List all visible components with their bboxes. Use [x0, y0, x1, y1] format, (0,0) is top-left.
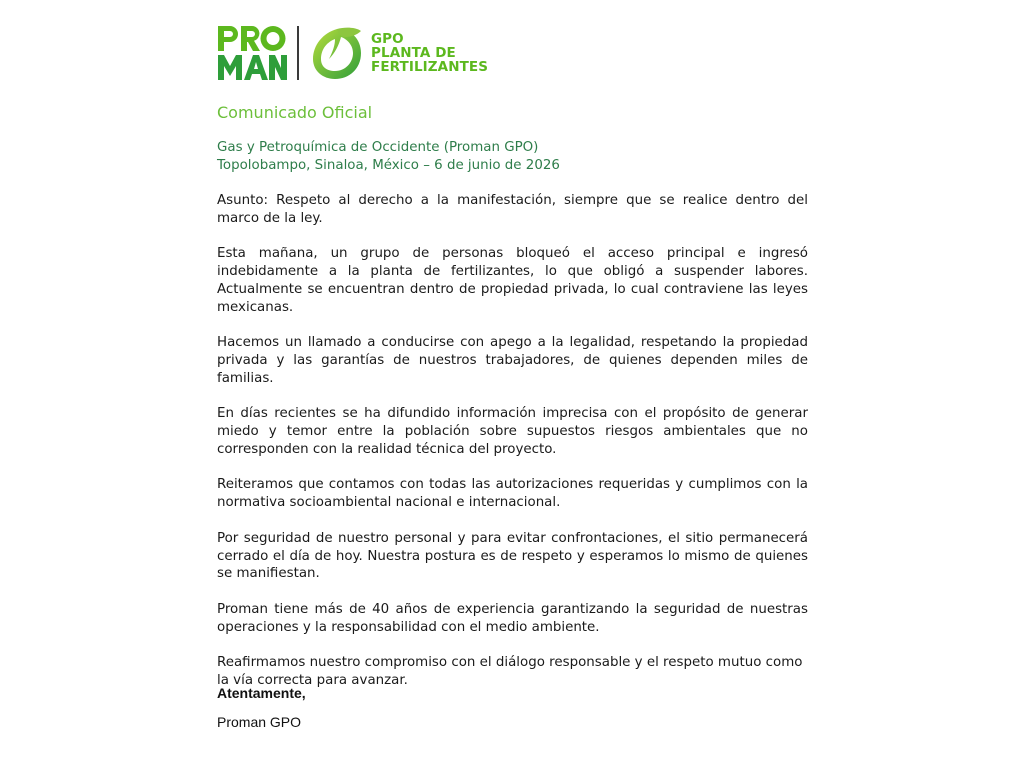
paragraph-subject: Asunto: Respeto al derecho a la manifestación, siempre que se realice dentro del marco de la ley. [217, 193, 808, 226]
closing-salutation: Atentamente, [217, 685, 306, 701]
gpo-logo-line: FERTILIZANTES [371, 59, 489, 75]
logo-divider [297, 26, 299, 80]
subtitle-company: Gas y Petroquímica de Occidente (Proman GPO) [217, 140, 539, 155]
document-body [217, 192, 808, 708]
paragraph: Reiteramos que contamos con todas las autorizaciones requeridas y cumplimos con la normativa socioambiental nacional e internacional. [217, 477, 808, 511]
document-title: Comunicado Oficial [217, 103, 373, 122]
paragraph: Esta mañana, un grupo de personas bloqueó el acceso principal e ingresó indebidamente a la planta de fertilizantes, lo que obligó a suspender labores. Actualmente se encuentran dentro de propiedad privada, lo cual contraviene las leyes mexicanas. [217, 246, 808, 315]
gpo-logo-line: GPO [371, 31, 404, 47]
subtitle-location-date: Topolobampo, Sinaloa, México – 6 de junio de 2026 [217, 158, 560, 173]
signature: Proman GPO [217, 714, 302, 730]
paragraph: En días recientes se ha difundido información imprecisa con el propósito de generar miedo y temor entre la población sobre supuestos riesgos ambientales que no corresponden con la realidad técnica del proyecto. [217, 406, 808, 457]
paragraph: Reafirmamos nuestro compromiso con el diálogo responsable y el respeto mutuo como la vía correcta para avanzar. [217, 655, 803, 689]
green-leaf-logo-icon [311, 25, 363, 81]
paragraph: Proman tiene más de 40 años de experiencia garantizando la seguridad de nuestras operaciones y la responsabilidad con el medio ambiente. [217, 601, 808, 635]
document-subtitle [217, 139, 560, 175]
paragraph: Por seguridad de nuestro personal y para evitar confrontaciones, el sitio permanecerá cerrado el día de hoy. Nuestra postura es de respeto y esperamos lo mismo de quienes se manifiestan. [217, 530, 808, 582]
paragraph: Hacemos un llamado a conducirse con apego a la legalidad, respetando la propiedad privada y las garantías de nuestros trabajadores, de quienes dependen miles de familias. [217, 335, 808, 386]
proman-logo-icon [217, 24, 287, 82]
gpo-logo-line: PLANTA DE [371, 45, 456, 61]
logo-header [217, 24, 488, 82]
gpo-logo-text [371, 32, 488, 74]
